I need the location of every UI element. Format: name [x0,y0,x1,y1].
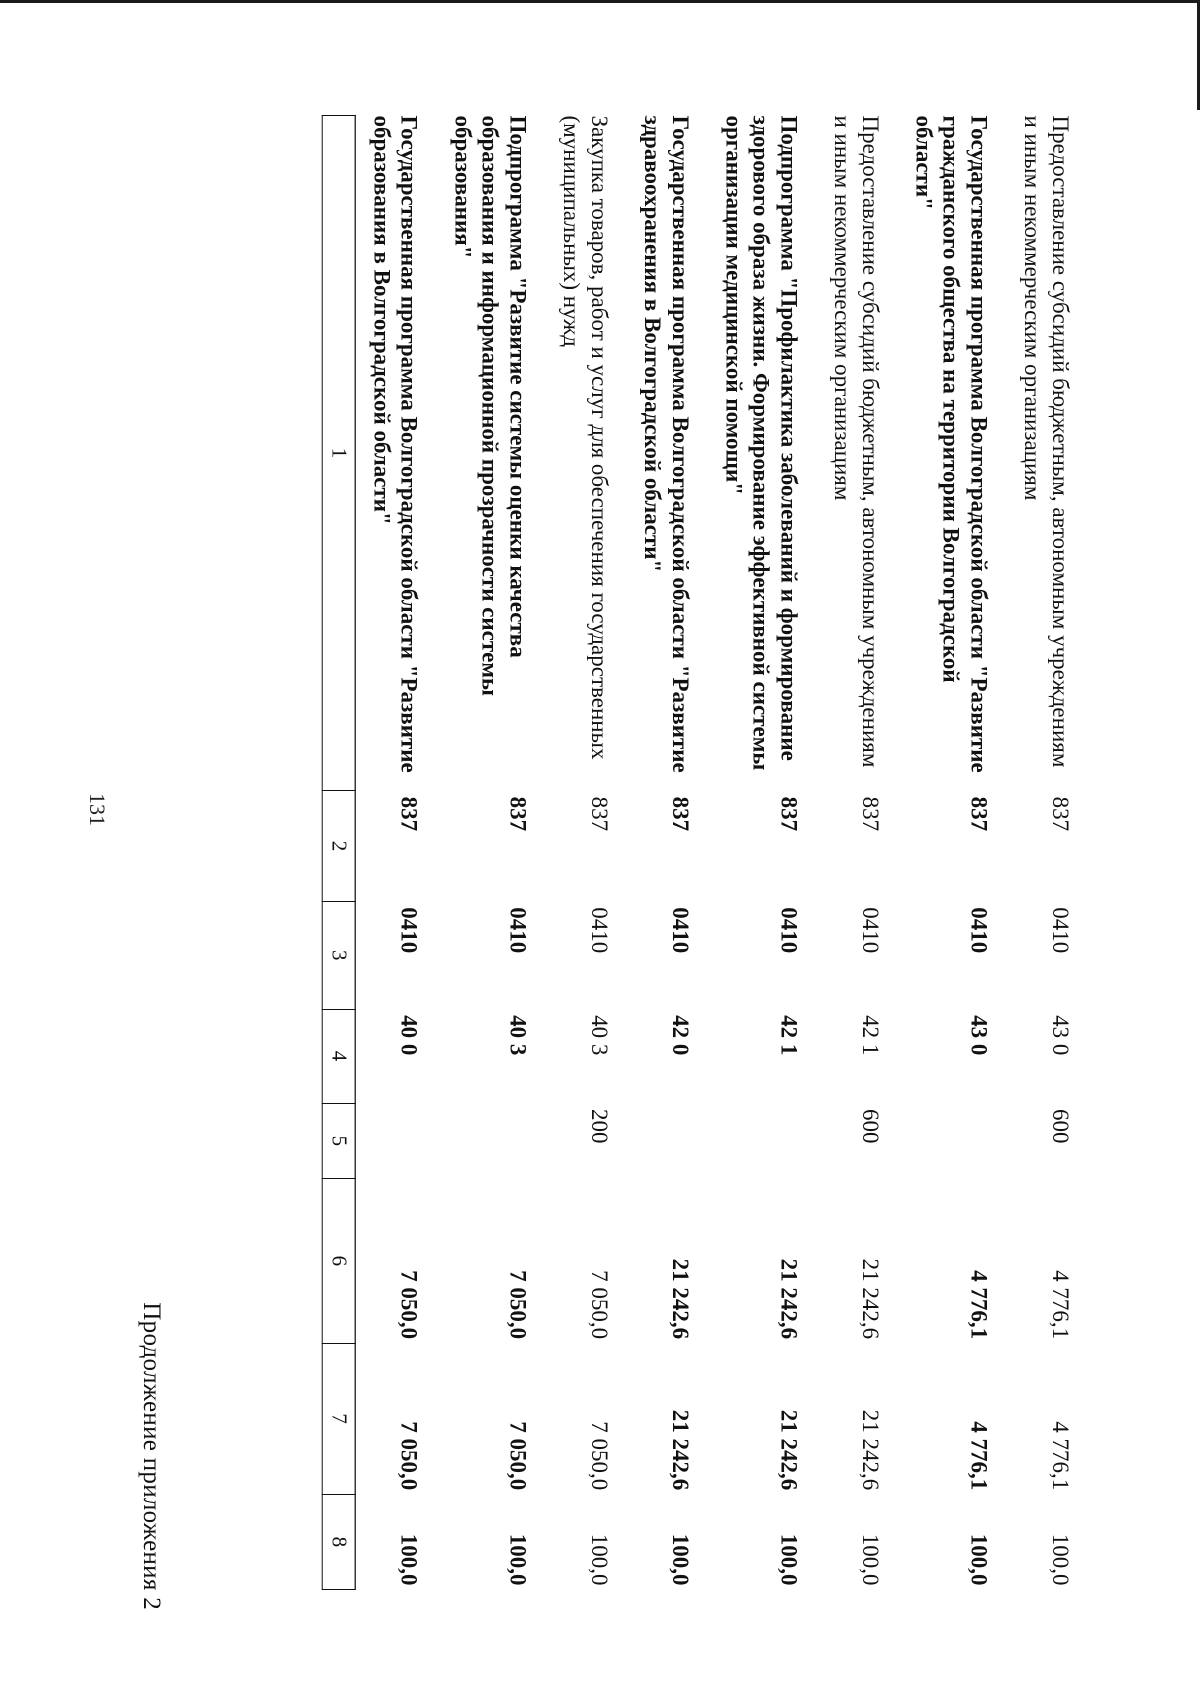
row-program-code-cell: 43 0 [1048,1015,1073,1056]
row-executed-amount-cell: 21 242,6 [776,1409,802,1491]
row-expense-type-cell [437,1103,546,1179]
row-expense-type-cell: 600 [1048,1109,1073,1144]
row-name-cell: Закупка товаров, работ и услуг для обеспечения государственных (муниципальных) нужд [559,115,612,760]
row-ministry-code-cell: 837 [776,796,802,832]
row-approved-amount-cell: 7 050,0 [586,1270,612,1340]
column-header-6: 6 [322,1179,355,1343]
table-row [546,116,627,1590]
row-executed-amount-cell: 7 050,0 [505,1421,531,1491]
row-approved-amount-cell: 21 242,6 [668,1258,694,1340]
row-percent-cell: 100,0 [586,1533,612,1586]
row-expense-type-cell [708,1103,817,1179]
row-program-code-cell: 40 0 [396,1015,422,1056]
row-approved-amount-cell: 4 776,1 [1048,1270,1073,1340]
row-expense-type-cell [898,1103,1007,1179]
row-percent-cell: 100,0 [776,1533,802,1586]
table-header [322,116,355,1590]
row-name-cell: Предоставление субсидий бюджетным, автономным учреждениям и иным некоммерческим организациям [1020,115,1073,768]
row-percent-cell: 100,0 [668,1533,694,1586]
table-row [627,116,708,1590]
row-approved-amount-cell: 4 776,1 [966,1270,992,1340]
row-percent-cell: 100,0 [966,1533,992,1586]
header-row [322,116,355,1590]
row-section-code-cell: 0410 [396,907,422,954]
row-expense-type-cell: 600 [858,1109,884,1144]
table-row [708,116,817,1590]
row-approved-amount-cell: 7 050,0 [396,1270,422,1340]
column-header-5: 5 [322,1103,355,1179]
row-executed-amount-cell: 7 050,0 [586,1421,612,1491]
row-expense-type-cell [627,1103,708,1179]
row-executed-amount-cell: 4 776,1 [1048,1421,1073,1491]
row-expense-type-cell [355,1103,437,1179]
row-approved-amount-cell: 21 242,6 [858,1258,884,1340]
row-approved-amount-cell: 21 242,6 [776,1258,802,1340]
row-program-code-cell: 43 0 [966,1015,992,1056]
table-row [898,116,1007,1590]
row-approved-amount-cell: 7 050,0 [505,1270,531,1340]
table-row [1007,116,1088,1590]
row-ministry-code-cell: 837 [858,796,884,832]
row-percent-cell: 100,0 [858,1533,884,1586]
row-section-code-cell: 0410 [776,907,802,954]
row-ministry-code-cell: 837 [668,796,694,832]
row-executed-amount-cell: 4 776,1 [966,1421,992,1491]
row-executed-amount-cell: 7 050,0 [396,1421,422,1491]
continuation-title: Продолжение приложения 2 [138,1302,165,1610]
page-number: 131 [85,793,110,826]
row-program-code-cell: 40 3 [505,1015,531,1056]
column-header-1: 1 [322,116,355,791]
row-name-cell: Предоставление субсидий бюджетным, автономным учреждениям и иным некоммерческим организациям [830,115,884,768]
row-section-code-cell: 0410 [1048,907,1073,954]
row-percent-cell: 100,0 [505,1533,531,1586]
column-header-3: 3 [322,901,355,1009]
rotated-page [25,55,1175,1650]
row-name-cell: Государственная программа Волгоградской области "Развитие образования в Волгоградской области" [368,115,422,773]
row-program-code-cell: 42 1 [776,1015,802,1056]
row-name-cell: Подпрограмма "Профилактика заболеваний и формирование здорового образа жизни. Формирование эффективной системы организации медицинской помощи" [721,115,802,771]
row-executed-amount-cell: 21 242,6 [858,1409,884,1491]
row-percent-cell: 100,0 [1048,1533,1073,1586]
column-header-2: 2 [322,791,355,902]
row-section-code-cell: 0410 [966,907,992,954]
row-program-code-cell: 42 1 [858,1015,884,1056]
column-header-7: 7 [322,1343,355,1494]
row-executed-amount-cell: 21 242,6 [668,1409,694,1491]
row-section-code-cell: 0410 [668,907,694,954]
row-program-code-cell: 40 3 [586,1015,612,1056]
row-ministry-code-cell: 837 [505,796,531,832]
row-ministry-code-cell: 837 [1048,796,1073,832]
row-expense-type-cell: 200 [586,1109,612,1144]
budget-table [322,115,1088,1590]
table-row [355,116,437,1590]
row-name-cell: Государственная программа Волгоградской области "Развитие гражданского общества на территории Волгоградской области" [911,115,992,773]
row-section-code-cell: 0410 [586,907,612,954]
table-body [355,116,1088,1590]
row-name-cell: Подпрограмма "Развитие системы оценки качества образования и информационной прозрачности системы образования" [450,115,531,697]
scan-edge-top [0,0,1200,3]
row-name-cell: Государственная программа Волгоградской области "Развитие здравоохранения в Волгоградской области" [640,115,694,773]
table-row [437,116,546,1590]
row-ministry-code-cell: 837 [966,796,992,832]
column-header-8: 8 [322,1494,355,1589]
row-program-code-cell: 42 0 [668,1015,694,1056]
row-percent-cell: 100,0 [396,1533,422,1586]
row-section-code-cell: 0410 [505,907,531,954]
row-ministry-code-cell: 837 [586,796,612,832]
row-section-code-cell: 0410 [858,907,884,954]
column-header-4: 4 [322,1009,355,1103]
table-row [817,116,898,1590]
row-ministry-code-cell: 837 [396,796,422,832]
